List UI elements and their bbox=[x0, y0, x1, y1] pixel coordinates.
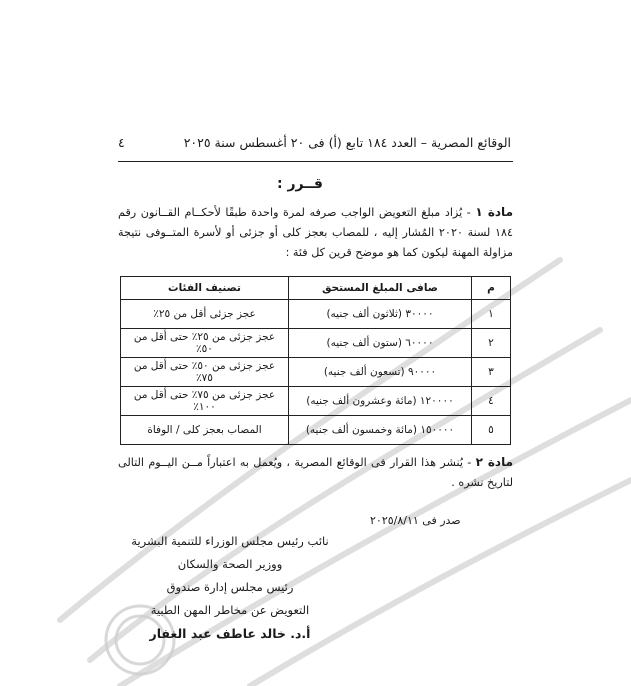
decision-title: قــرر : bbox=[277, 176, 323, 192]
row-category: عجز جزئى من ٧٥٪ حتى أقل من ١٠٠٪ bbox=[121, 387, 289, 416]
table-header-row bbox=[121, 277, 511, 300]
row-category: المصاب بعجز كلى / الوفاة bbox=[121, 416, 289, 445]
header-text: الوقائع المصرية – العدد ١٨٤ تابع (أ) فى ٢٠ أغسطس سنة ٢٠٢٥ bbox=[183, 135, 511, 150]
table-row bbox=[121, 300, 511, 329]
row-amount: ١٥٠٠٠٠ (مائة وخمسون ألف جنيه) bbox=[289, 416, 472, 445]
issue-date: صدر فى ٢٠٢٥/٨/١١ bbox=[370, 514, 461, 527]
row-num: ٢ bbox=[472, 329, 511, 358]
header-amount: صافى المبلغ المستحق bbox=[289, 277, 472, 300]
header-category: تصنيف الفئات bbox=[121, 277, 289, 300]
signature-line-3: رئيس مجلس إدارة صندوق bbox=[166, 580, 294, 594]
row-num: ٤ bbox=[472, 387, 511, 416]
page-header bbox=[118, 135, 511, 150]
article-1-text: - يُزاد مبلغ التعويض الواجب صرفه لمرة واحدة طبقًا لأحكــام القــانون رقم ١٨٤ لسنة ٢٠٢٠ المُشار إليه ، للمصاب بعجز كلى أو جزئى أو لأسرة المتــوفى نتيجة مزاولة المهنة ليكون كما هو موضح قرين كل فئة : bbox=[118, 206, 513, 259]
page-number: ٤ bbox=[118, 135, 125, 150]
row-category: عجز جزئى أقل من ٢٥٪ bbox=[121, 300, 289, 329]
signature-block bbox=[130, 530, 330, 645]
header-num: م bbox=[472, 277, 511, 300]
article-1 bbox=[118, 202, 513, 263]
row-amount: ٣٠٠٠٠ (ثلاثون ألف جنيه) bbox=[289, 300, 472, 329]
row-num: ٣ bbox=[472, 358, 511, 387]
row-category: عجز جزئى من ٢٥٪ حتى أقل من ٥٠٪ bbox=[121, 329, 289, 358]
table-row bbox=[121, 416, 511, 445]
signature-line-2: ووزير الصحة والسكان bbox=[177, 557, 283, 571]
row-num: ٥ bbox=[472, 416, 511, 445]
row-amount: ٩٠٠٠٠ (تسعون ألف جنيه) bbox=[289, 358, 472, 387]
signature-line-1: نائب رئيس مجلس الوزراء للتنمية البشرية bbox=[131, 534, 329, 548]
table-row bbox=[121, 358, 511, 387]
row-num: ١ bbox=[472, 300, 511, 329]
signatory-name: أ.د. خالد عاطف عبد الغفار bbox=[149, 626, 311, 641]
row-category: عجز جزئى من ٥٠٪ حتى أقل من ٧٥٪ bbox=[121, 358, 289, 387]
row-amount: ٦٠٠٠٠ (ستون ألف جنيه) bbox=[289, 329, 472, 358]
article-2-text: - يُنشر هذا القرار فى الوقائع المصرية ، ويُعمل به اعتباراً مــن اليــوم التالى لتاريخ نشره . bbox=[118, 456, 513, 489]
table-row bbox=[121, 329, 511, 358]
article-2-label: مادة ٢ bbox=[475, 455, 513, 469]
signature-line-4: التعويض عن مخاطر المهن الطبية bbox=[150, 603, 310, 617]
table-row bbox=[121, 387, 511, 416]
article-2 bbox=[118, 452, 513, 493]
header-divider bbox=[118, 161, 513, 162]
compensation-table bbox=[120, 276, 511, 445]
row-amount: ١٢٠٠٠٠ (مائة وعشرون ألف جنيه) bbox=[289, 387, 472, 416]
article-1-label: مادة ١ bbox=[475, 205, 513, 219]
